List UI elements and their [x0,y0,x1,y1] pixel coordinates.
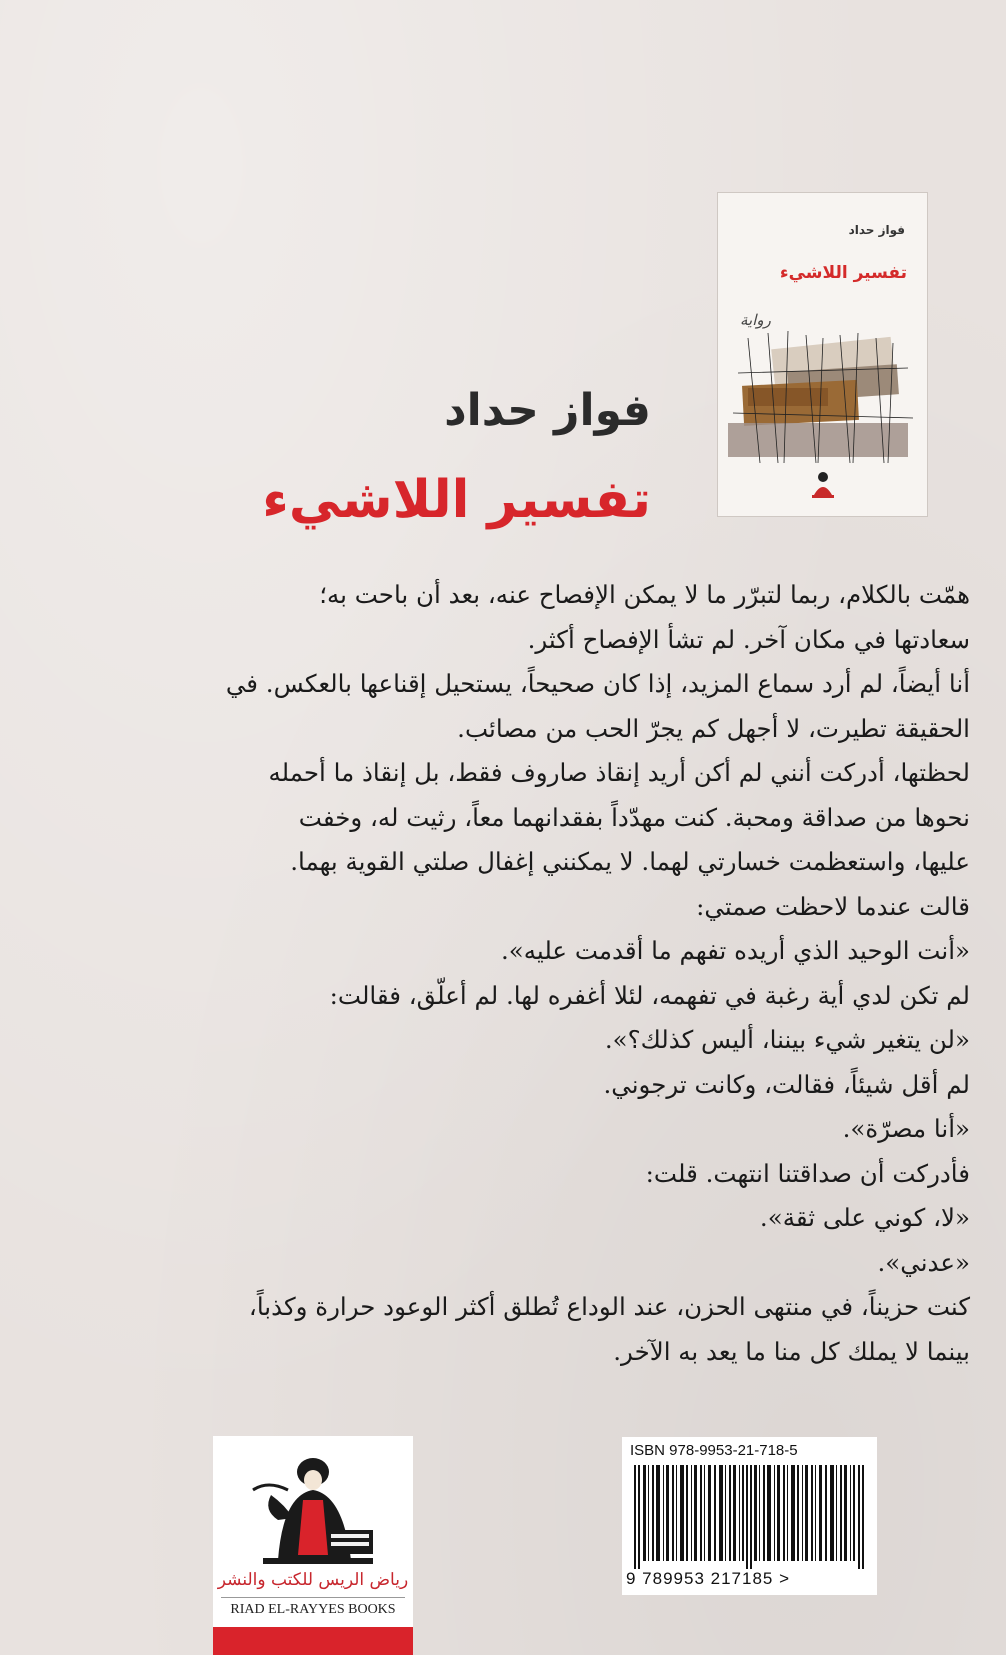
blurb-line: الحقيقة تطيرت، لا أجهل كم يجرّ الحب من مصائب. [457,713,970,743]
blurb-line: همّت بالكلام، ربما لتبرّر ما لا يمكن الإفصاح عنه، بعد أن باحت به؛ [319,580,970,609]
blurb-line: كنت حزيناً، في منتهى الحزن، عند الوداع تُطلق أكثر الوعود حرارة وكذباً، [248,1292,970,1321]
blurb-line: نحوها من صداقة ومحبة. كنت مهدّداً بفقدانهما معاً، رثيت له، وخفت [298,802,970,832]
thumbnail-title: تفسير اللاشيء [779,263,907,283]
barcode-digits: 9 789953 217185 > [626,1569,791,1588]
blurb-line: سعادتها في مكان آخر. لم تشأ الإفصاح أكثر. [527,624,970,654]
publisher-arabic-name: رياض الريس للكتب والنشر [217,1570,409,1590]
blurb-line: أنا أيضاً، لم أرد سماع المزيد، إذا كان صحيحاً، يستحيل إقناعها بالعكس. في [225,669,970,698]
thumbnail-artwork [718,313,927,473]
blurb-line: «عدني». [877,1247,970,1277]
blurb-line: لم تكن لدي أية رغبة في تفهمه، لئلا أغفره لها. لم أعلّق، فقالت: [329,980,970,1010]
blurb-line: لم أقل شيئاً، فقالت، وكانت ترجوني. [603,1069,970,1099]
blurb-line: «لا، كوني على ثقة». [759,1203,970,1232]
blurb-line: فأدركت أن صداقتنا انتهت. قلت: [645,1158,970,1188]
publisher-latin-name: RIAD EL-RAYYES BOOKS [221,1597,405,1618]
thumbnail-genre: رواية [740,311,771,329]
barcode-icon [634,1465,866,1569]
blurb-line: لحظتها، أدركت أنني لم أكن أريد إنقاذ صاروف فقط، بل إنقاذ ما أحمله [268,758,970,787]
blurb-line: عليها، واستعظمت خسارتي لهما. لا يمكنني إغفال صلتي القوية بهما. [290,847,970,876]
author-name: فواز حداد [444,385,651,436]
thumbnail-author: فواز حداد [848,223,905,237]
blurb-line: «أنت الوحيد الذي أريده تفهم ما أقدمت عليه». [501,936,970,965]
book-title: تفسير اللاشيء [262,470,651,530]
blurb-line: «أنا مصرّة». [842,1114,970,1143]
publisher-mini-logo-icon [808,469,838,499]
isbn-number: ISBN 978-9953-21-718-5 [630,1442,798,1459]
blurb [175,573,970,1374]
publisher-logo [213,1436,413,1655]
blurb-line: بينما لا يملك كل منا ما يعد به الآخر. [613,1336,970,1366]
publisher-figure-icon [233,1450,393,1570]
isbn-barcode [622,1437,877,1595]
blurb-line: «لن يتغير شيء بيننا، أليس كذلك؟». [604,1025,970,1054]
publisher-red-band [213,1627,413,1655]
front-cover-thumbnail [718,193,927,516]
blurb-line: قالت عندما لاحظت صمتي: [696,891,970,921]
